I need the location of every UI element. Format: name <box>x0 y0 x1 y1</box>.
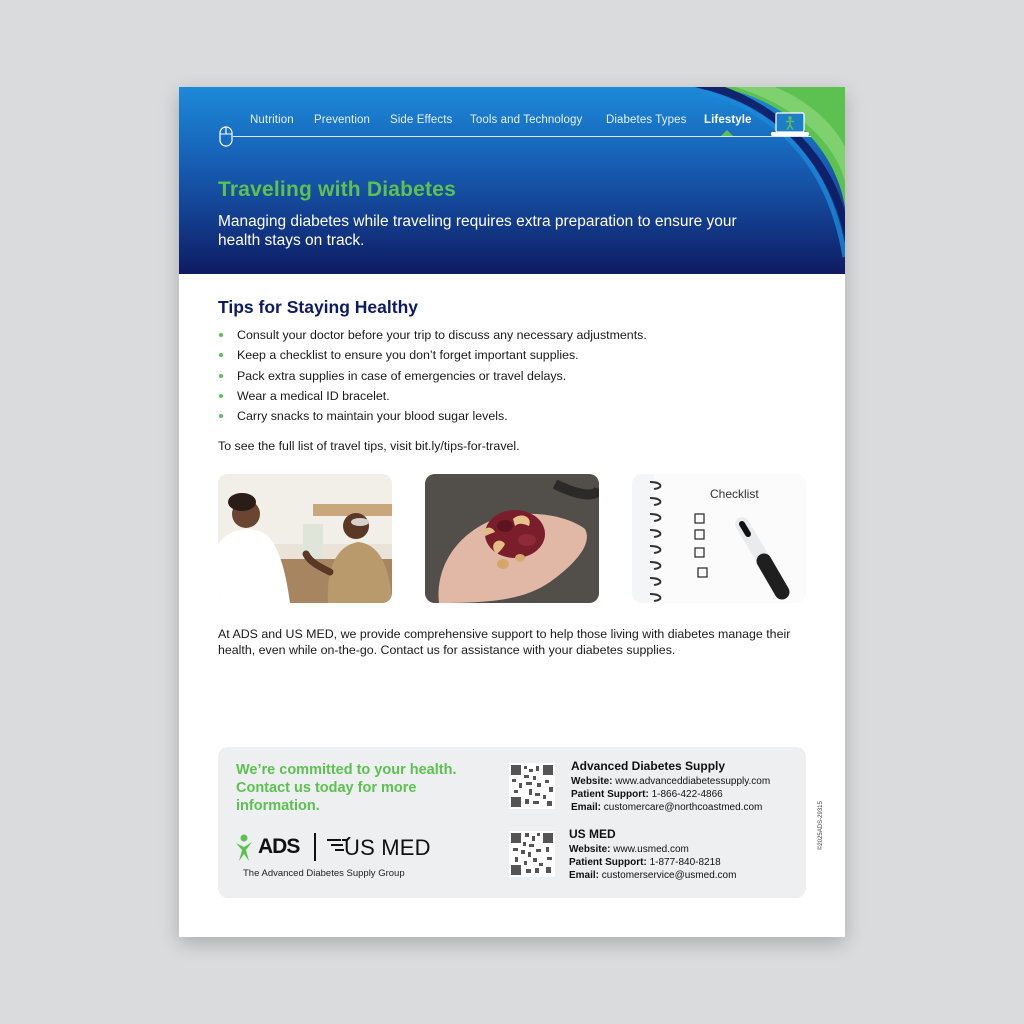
tips-list <box>218 327 818 428</box>
ads-figure-icon <box>234 834 258 862</box>
list-item <box>218 368 818 388</box>
ads-phone-row <box>571 788 770 801</box>
checklist-notebook-photo <box>632 474 806 603</box>
ads-contact-name: Advanced Diabetes Supply <box>571 759 726 773</box>
page-title: Traveling with Diabetes <box>218 178 456 201</box>
nav-item-diabetes-types[interactable]: Diabetes Types <box>606 114 687 126</box>
ads-phone-link[interactable]: 1-866-422-4866 <box>651 789 723 800</box>
ads-logo-text: ADS <box>258 835 300 858</box>
bullet-icon <box>219 353 223 357</box>
doctor-consultation-photo <box>218 474 392 603</box>
usmed-contact-name: US MED <box>569 827 616 841</box>
usmed-phone-row <box>569 856 736 869</box>
mouse-icon <box>219 123 233 147</box>
topic-nav <box>215 109 805 143</box>
group-caption: The Advanced Diabetes Supply Group <box>243 868 405 879</box>
list-item <box>218 327 818 347</box>
website-label: Website: <box>571 776 613 787</box>
bullet-icon <box>219 333 223 337</box>
tip-text: Carry snacks to maintain your blood sugar levels. <box>237 409 508 424</box>
page-subtitle: Managing diabetes while traveling requires extra preparation to ensure your health stays on track. <box>218 213 737 249</box>
contact-footer <box>218 747 806 898</box>
phone-label: Patient Support: <box>571 789 649 800</box>
ads-email-row <box>571 801 770 814</box>
email-label: Email: <box>569 870 600 881</box>
usmed-email-link[interactable]: customerservice@usmed.com <box>601 870 737 881</box>
phone-label: Patient Support: <box>569 857 647 868</box>
ads-website-row <box>571 775 770 788</box>
laptop-icon <box>771 111 809 139</box>
support-paragraph: At ADS and US MED, we provide comprehensive support to help those living with diabetes manage their health, even while on-the-go. Contact us for assistance with your diabetes supplies. <box>218 627 791 657</box>
bullet-icon <box>219 414 223 418</box>
website-label: Website: <box>569 844 611 855</box>
qr-code-icon <box>509 763 555 809</box>
commitment-callout: We’re committed to your health. Contact us today for more information. <box>236 762 457 814</box>
logo-divider <box>314 833 316 861</box>
ads-contact-block <box>571 759 770 814</box>
tip-text: Wear a medical ID bracelet. <box>237 388 390 403</box>
usmed-website-link[interactable]: www.usmed.com <box>613 844 689 855</box>
bullet-icon <box>219 374 223 378</box>
ads-website-link[interactable]: www.advanceddiabetessupply.com <box>615 776 771 787</box>
tip-text: Pack extra supplies in case of emergencies or travel delays. <box>237 368 567 383</box>
flyer-page <box>179 87 845 937</box>
active-nav-marker <box>721 130 733 136</box>
document-code: ©2025ADS-29315 <box>818 801 824 850</box>
bullet-icon <box>219 394 223 398</box>
trail-mix-hand-photo <box>425 474 599 603</box>
nav-item-prevention[interactable]: Prevention <box>314 114 370 126</box>
email-label: Email: <box>571 802 602 813</box>
list-item <box>218 388 818 408</box>
header-banner <box>179 87 845 274</box>
usmed-phone-link[interactable]: 1-877-840-8218 <box>649 857 721 868</box>
nav-item-lifestyle[interactable]: Lifestyle <box>704 114 752 126</box>
checklist-caption: Checklist <box>710 487 759 501</box>
nav-item-tools-and-technology[interactable]: Tools and Technology <box>470 114 583 126</box>
tip-text: Consult your doctor before your trip to discuss any necessary adjustments. <box>237 328 647 342</box>
usmed-contact-block <box>569 827 736 882</box>
nav-item-side-effects[interactable]: Side Effects <box>390 114 453 126</box>
list-item <box>218 408 818 428</box>
qr-code-icon <box>509 831 555 877</box>
travel-tips-link-text: To see the full list of travel tips, visit bit.ly/tips-for-travel. <box>218 439 520 453</box>
nav-underline <box>233 136 811 137</box>
usmed-email-row <box>569 869 736 882</box>
ads-email-link[interactable]: customercare@northcoastmed.com <box>603 802 763 813</box>
usmed-logo-text: US MED <box>344 835 431 860</box>
tips-heading: Tips for Staying Healthy <box>218 297 418 317</box>
ads-usmed-logo <box>234 830 454 870</box>
usmed-website-row <box>569 843 736 856</box>
tip-text: Keep a checklist to ensure you don’t forget important supplies. <box>237 348 579 363</box>
nav-item-nutrition[interactable]: Nutrition <box>250 114 294 126</box>
list-item <box>218 347 818 367</box>
